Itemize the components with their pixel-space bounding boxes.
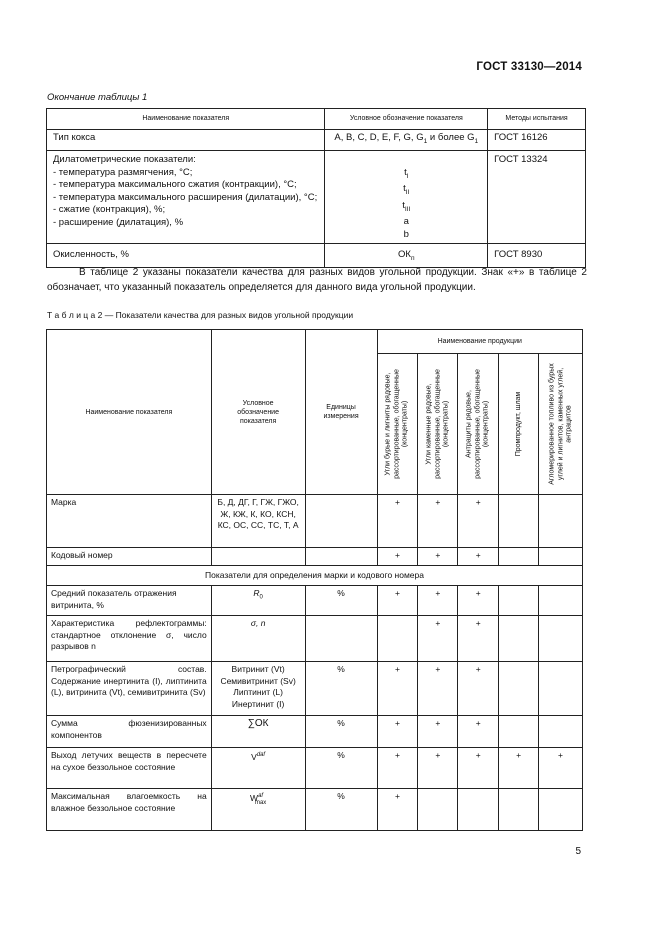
product-col-hard-coal: Угли каменные рядовые, рассортированные, обогащенные (концентраты) (418, 354, 458, 495)
row-symbol: $R_0$ (211, 586, 305, 616)
mark (499, 789, 539, 831)
mark (539, 789, 583, 831)
row-symbol (211, 548, 305, 566)
table1-row-dilatometric (47, 151, 586, 244)
section-row (47, 566, 583, 586)
mark: + (458, 716, 499, 748)
mark: + (458, 616, 499, 662)
mark (539, 495, 583, 548)
table1-col-symbol: Условное обозначение показателя (325, 109, 488, 130)
mark (418, 789, 458, 831)
mark (539, 616, 583, 662)
cell-name: Дилатометрические показатели: - температура размягчения, °С; - температура максимального сжатия (контракции), °С; - температура максимального расширения (дилатации), °С; - сжатие (контракция), %; - расширение (дилатация), % (47, 151, 325, 244)
mark (499, 662, 539, 716)
mark: + (418, 495, 458, 548)
mark (499, 716, 539, 748)
table2-col-units: Единицы измерения (305, 330, 377, 495)
row-unit: % (305, 586, 377, 616)
row-unit: % (305, 748, 377, 789)
mark: + (458, 662, 499, 716)
mark: + (377, 548, 418, 566)
cell-name: Тип кокса (47, 130, 325, 151)
cell-symbol: A, B, C, D, E, F, G, $G_1$ и более $G_1$ (325, 130, 488, 151)
mark: + (499, 748, 539, 789)
product-col-anthracite: Антрациты рядовые, рассортированные, обогащенные (концентраты) (458, 354, 499, 495)
table-row (47, 616, 583, 662)
mark (539, 662, 583, 716)
mark: + (418, 716, 458, 748)
row-symbol: $V^{daf}$ (211, 748, 305, 789)
table2 (46, 329, 583, 831)
table1-col-name: Наименование показателя (47, 109, 325, 130)
table2-caption: Т а б л и ц а 2 — Показатели качества для разных видов угольной продукции (47, 310, 354, 320)
mark (499, 495, 539, 548)
cell-method: ГОСТ 13324 (488, 151, 586, 244)
row-name: Характеристика рефлектограммы: стандартное отклонение σ, число разрывов n (47, 616, 212, 662)
table-row (47, 495, 583, 548)
row-unit: % (305, 662, 377, 716)
mark: + (377, 662, 418, 716)
row-symbol: σ, n (211, 616, 305, 662)
table-row (47, 548, 583, 566)
mark: + (418, 616, 458, 662)
intro-paragraph: В таблице 2 указаны показатели качества для разных видов угольной продукции. Знак «+» в таблице 2 обозначает, что указанный показатель определяется для данного вида угольной продукции. (47, 267, 587, 293)
row-name: Выход летучих веществ в пересчете на сухое беззольное состояние (47, 748, 212, 789)
table2-header-row (47, 330, 583, 354)
mark: + (377, 748, 418, 789)
table1-row-coke-type (47, 130, 586, 151)
mark: + (458, 586, 499, 616)
mark (458, 789, 499, 831)
table2-col-products: Наименование продукции (377, 330, 583, 354)
mark: + (377, 586, 418, 616)
page-number: 5 (575, 846, 581, 857)
standard-header: ГОСТ 33130—2014 (476, 61, 582, 73)
cell-method: ГОСТ 8930 (488, 244, 586, 268)
row-symbol: Витринит (Vt) Семивитринит (Sv) Липтинит (L) Инертинит (I) (211, 662, 305, 716)
mark (377, 616, 418, 662)
table-row (47, 789, 583, 831)
row-symbol: Б, Д, ДГ, Г, ГЖ, ГЖО, Ж, КЖ, К, КО, КСН, КС, ОС, СС, ТС, Т, А (211, 495, 305, 548)
table-row (47, 662, 583, 716)
mark (539, 716, 583, 748)
product-col-middlings: Промпродукт, шлам (499, 354, 539, 495)
table2-col-symbol: Условное обозначение показателя (211, 330, 305, 495)
mark: + (377, 495, 418, 548)
mark: + (458, 548, 499, 566)
table-row (47, 586, 583, 616)
mark (499, 586, 539, 616)
row-name: Сумма фюзенизированных компонентов (47, 716, 212, 748)
cell-symbol: $ОК_п$ (325, 244, 488, 268)
mark: + (418, 586, 458, 616)
product-col-brown-coal: Угли бурые и лигниты рядовые, рассортированные, обогащенные (концентраты) (377, 354, 418, 495)
table2-col-name: Наименование показателя (47, 330, 212, 495)
table1-caption: Окончание таблицы 1 (47, 92, 148, 103)
mark (499, 616, 539, 662)
row-name: Максимальная влагоемкость на влажное беззольное состояние (47, 789, 212, 831)
product-col-agglomerated: Агломерированное топливо из бурых углей и лигнитов, каменных углей, антрацитов (539, 354, 583, 495)
table1 (46, 108, 586, 268)
mark: + (418, 548, 458, 566)
table-row (47, 716, 583, 748)
mark: + (539, 748, 583, 789)
table1-header-row (47, 109, 586, 130)
row-name: Петрографический состав. Содержание инертинита (I), липтинита (L), витринита (Vt), семивитринита (Sv) (47, 662, 212, 716)
mark (539, 586, 583, 616)
row-name: Средний показатель отражения витринита, % (47, 586, 212, 616)
row-unit (305, 548, 377, 566)
row-symbol: ∑ОК (211, 716, 305, 748)
mark: + (377, 716, 418, 748)
cell-method: ГОСТ 16126 (488, 130, 586, 151)
table-row (47, 748, 583, 789)
section-title: Показатели для определения марки и кодового номера (47, 566, 583, 586)
mark (539, 548, 583, 566)
row-unit: % (305, 716, 377, 748)
row-unit: % (305, 789, 377, 831)
mark: + (418, 662, 458, 716)
row-unit (305, 616, 377, 662)
row-symbol: $W^{af}_{max}$ (211, 789, 305, 831)
row-name: Кодовый номер (47, 548, 212, 566)
mark: + (458, 495, 499, 548)
row-unit (305, 495, 377, 548)
mark: + (458, 748, 499, 789)
cell-name: Окисленность, % (47, 244, 325, 268)
cell-symbol: $t_I$ $t_{II}$ $t_{III}$ a b (325, 151, 488, 244)
mark (499, 548, 539, 566)
row-name: Марка (47, 495, 212, 548)
mark: + (377, 789, 418, 831)
table1-col-method: Методы испытания (488, 109, 586, 130)
mark: + (418, 748, 458, 789)
